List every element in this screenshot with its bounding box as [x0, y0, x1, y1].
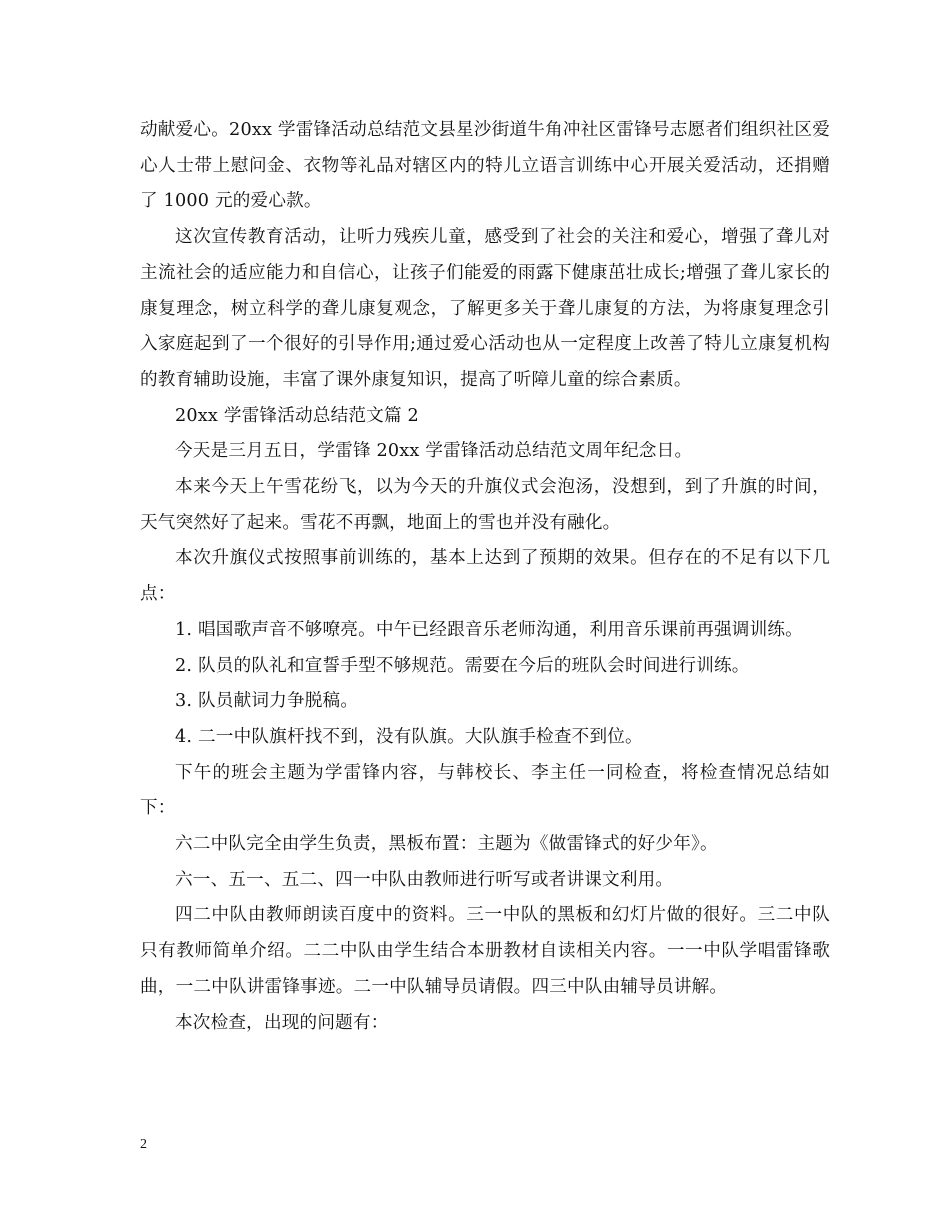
paragraph-2: 这次宣传教育活动，让听力残疾儿童，感受到了社会的关注和爱心，增强了聋儿对主流社会的适应能力和自信心，让孩子们能爱的雨露下健康茁壮成长;增强了聋儿家长的康复理念，树立科学的聋儿康复观念，了解更多关于聋儿康复的方法，为将康复理念引入家庭起到了一个很好的引导作用;通过爱心活动也从一定程度上改善了特儿立康复机构的教育辅助设施，丰富了课外康复知识，提高了听障儿童的综合素质。 [140, 227, 830, 390]
paragraph-4: 今天是三月五日，学雷锋 20xx 学雷锋活动总结范文周年纪念日。 [175, 441, 693, 462]
paragraph-15: 本次检查，出现的问题有： [175, 1012, 389, 1033]
paragraph-12: 六二中队完全由学生负责，黑板布置：主题为《做雷锋式的好少年》。 [175, 834, 718, 855]
list-item-1: 1. 唱国歌声音不够嘹亮。中午已经跟音乐老师沟通，利用音乐课前再强调训练。 [175, 619, 803, 640]
paragraph-13: 六一、五一、五二、四一中队由教师进行听写或者讲课文利用。 [175, 869, 674, 890]
list-item-3: 3. 队员献词力争脱稿。 [175, 691, 359, 712]
paragraph-14: 四二中队由教师朗读百度中的资料。三一中队的黑板和幻灯片做的很好。三二中队只有教师简单介绍。二二中队由学生结合本册教材自读相关内容。一一中队学唱雷锋歌曲，一二中队讲雷锋事迹。二一中队辅导员请假。四三中队由辅导员讲解。 [140, 905, 830, 997]
list-item-4: 4. 二一中队旗杆找不到，没有队旗。大队旗手检查不到位。 [175, 726, 643, 747]
paragraph-5: 本来今天上午雪花纷飞，以为今天的升旗仪式会泡汤，没想到，到了升旗的时间，天气突然好了起来。雪花不再飘，地面上的雪也并没有融化。 [140, 477, 830, 533]
section-heading: 20xx 学雷锋活动总结范文篇 2 [175, 405, 419, 426]
paragraph-6: 本次升旗仪式按照事前训练的，基本上达到了预期的效果。但存在的不足有以下几点： [140, 548, 830, 605]
document-body [140, 113, 830, 1041]
paragraph-11: 下午的班会主题为学雷锋内容，与韩校长、李主任一同检查，将检查情况总结如下： [140, 762, 830, 819]
list-item-2: 2. 队员的队礼和宣誓手型不够规范。需要在今后的班队会时间进行训练。 [175, 655, 750, 676]
paragraph-1: 动献爱心。20xx 学雷锋活动总结范文县星沙街道牛角冲社区雷锋号志愿者们组织社区爱心人士带上慰问金、衣物等礼品对辖区内的特儿立语言训练中心开展关爱活动，还捐赠了 1000 元的爱心款。 [140, 120, 830, 212]
page-number: 2 [140, 1137, 147, 1152]
